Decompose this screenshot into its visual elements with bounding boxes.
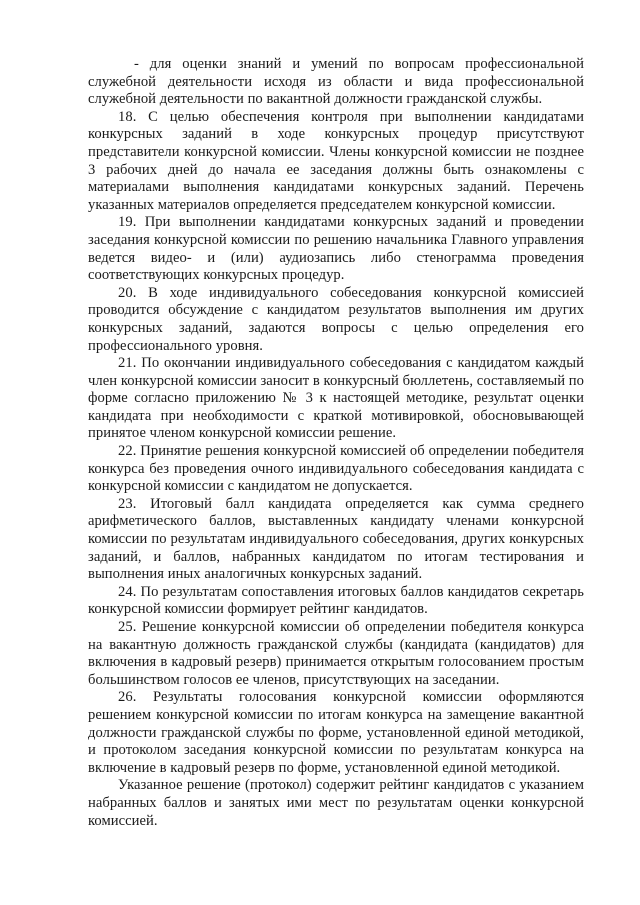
paragraph-22: 22. Принятие решения конкурсной комиссией об определении победителя конкурса без проведения очного индивидуального собеседования кандидата с конкурсной комиссии с кандидатом не допускается.	[88, 443, 584, 495]
paragraph-20: 20. В ходе индивидуального собеседования конкурсной комиссией проводится обсуждение с кандидатом результатов выполнения им других конкурсных заданий, задаются вопросы с целью определения его профессионального уровня.	[88, 284, 584, 354]
paragraph-decision-contents: Указанное решение (протокол) содержит рейтинг кандидатов с указанием набранных баллов и занятых ими мест по результатам оценки конкурсной комиссией.	[88, 777, 584, 829]
paragraph-18: 18. С целью обеспечения контроля при выполнении кандидатами конкурсных заданий в ходе конкурсных процедур присутствуют представители конкурсной комиссии. Члены конкурсной комиссии не позднее 3 рабочих дней до начала ее заседания должны быть ознакомлены с материалами выполнения кандидатами конкурсных заданий. Перечень указанных материалов определяется председателем конкурсной комиссии.	[88, 108, 584, 213]
paragraph-23: 23. Итоговый балл кандидата определяется как сумма среднего арифметического баллов, выставленных кандидату членами конкурсной комиссии по результатам индивидуального собеседования, других конкурсных заданий, и баллов, набранных кандидатом по итогам тестирования и выполнения иных аналогичных конкурсных заданий.	[88, 495, 584, 583]
paragraph-25: 25. Решение конкурсной комиссии об определении победителя конкурса на вакантную должность гражданской службы (кандидата (кандидатов) для включения в кадровый резерв) принимается открытым голосованием простым большинством голосов ее членов, присутствующих на заседании.	[88, 619, 584, 688]
paragraph-24: 24. По результатам сопоставления итоговых баллов кандидатов секретарь конкурсной комиссии формирует рейтинг кандидатов.	[88, 583, 584, 618]
paragraph-26: 26. Результаты голосования конкурсной комиссии оформляются решением конкурсной комиссии по итогам конкурса на замещение вакантной должности гражданской службы по форме, установленной единой методикой, и протоколом заседания конкурсной комиссии по результатам конкурса на включение в кадровый резерв по форме, установленной единой методикой.	[88, 689, 584, 776]
paragraph-evaluation-purpose: - для оценки знаний и умений по вопросам профессиональной служебной деятельности исходя из области и вида профессиональной служебной деятельности по вакантной должности гражданской службы.	[88, 56, 584, 108]
paragraph-19: 19. При выполнении кандидатами конкурсных заданий и проведении заседания конкурсной комиссии по решению начальника Главного управления ведется видео- и (или) аудиозапись либо стенограмма проведения соответствующих конкурсных процедур.	[88, 214, 584, 284]
paragraph-21: 21. По окончании индивидуального собеседования с кандидатом каждый член конкурсной комиссии заносит в конкурсный бюллетень, составляемый по форме согласно приложению № 3 к настоящей методике, результат оценки кандидата при необходимости с краткой мотивировкой, обосновывающей принятое членом конкурсной комиссии решение.	[88, 355, 584, 442]
